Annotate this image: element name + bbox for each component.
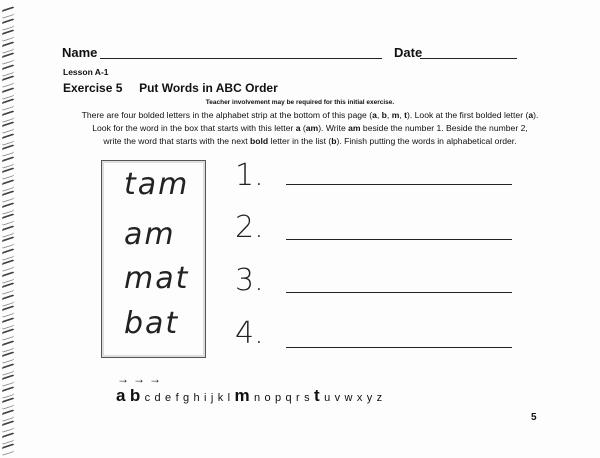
alphabet-letter: k — [217, 392, 224, 404]
alphabet-letter-bold: m — [234, 386, 250, 405]
answer-line-3[interactable] — [286, 292, 512, 293]
spiral-coil — [2, 305, 14, 318]
alphabet-letter: o — [264, 392, 271, 404]
spiral-coil — [2, 6, 14, 19]
spiral-coil — [2, 443, 14, 456]
alphabet-letter: g — [183, 392, 190, 404]
alphabet-letter: w — [344, 392, 353, 404]
exercise-title: Put Words in ABC Order — [139, 81, 278, 95]
answer-line-4[interactable] — [286, 347, 512, 348]
spiral-coil — [2, 52, 14, 65]
spiral-coil — [2, 374, 14, 387]
spiral-coil — [2, 236, 14, 249]
spiral-coil — [2, 259, 14, 272]
alphabet-letter: c — [144, 392, 151, 404]
word-item: bat — [124, 306, 180, 341]
answer-number: 1. — [235, 158, 264, 193]
alphabet-letter-bold: a — [116, 386, 126, 405]
lesson-label: Lesson A-1 — [63, 67, 109, 77]
alphabet-letter: e — [165, 392, 172, 404]
alphabet-letter: f — [175, 392, 179, 404]
arrow-icon: → — [117, 372, 131, 386]
alphabet-letter: i — [204, 392, 207, 404]
word-item: mat — [124, 261, 190, 296]
alphabet-letter: y — [366, 392, 373, 404]
exercise-heading — [63, 81, 278, 95]
answer-line-1[interactable] — [286, 184, 512, 185]
spiral-coil — [2, 328, 14, 341]
alphabet-strip — [116, 386, 386, 406]
page-number: 5 — [531, 412, 537, 423]
alphabet-letter: h — [193, 392, 200, 404]
answer-number: 2. — [235, 210, 264, 245]
answer-number: 3. — [235, 263, 264, 298]
alphabet-letter: v — [334, 392, 341, 404]
teacher-note: Teacher involvement may be required for this initial exercise. — [205, 99, 395, 106]
spiral-coil — [2, 144, 14, 157]
instruction-line-1: There are four bolded letters in the alphabet strip at the bottom of this page (a, b, m, t). Look at the first bolded letter (a). — [81, 110, 539, 120]
spiral-coil — [2, 190, 14, 203]
name-line[interactable] — [100, 58, 382, 59]
alphabet-letter: r — [296, 392, 300, 404]
alphabet-letter: x — [356, 392, 363, 404]
spiral-binding — [0, 0, 18, 458]
spiral-coil — [2, 420, 14, 433]
alphabet-letter: n — [253, 392, 261, 404]
answer-number: 4. — [235, 316, 264, 351]
spiral-coil — [2, 351, 14, 364]
date-label: Date — [394, 45, 423, 60]
alphabet-letter-bold: t — [314, 386, 320, 405]
alphabet-letter: q — [285, 392, 292, 404]
arrow-icon: → — [149, 372, 163, 386]
instruction-line-2: Look for the word in the box that starts with this letter a (am). Write am beside the number 1. Beside the number 2, — [92, 123, 528, 133]
spiral-coil — [2, 75, 14, 88]
spiral-coil — [2, 121, 14, 134]
arrow-row — [117, 372, 165, 386]
alphabet-letter: j — [210, 392, 214, 404]
alphabet-letter: u — [324, 392, 331, 404]
arrow-icon: → — [133, 372, 147, 386]
instruction-line-3: write the word that starts with the next bold letter in the list (b). Finish putting the words in alphabetical order. — [103, 136, 517, 146]
date-line[interactable] — [420, 58, 517, 59]
answer-line-2[interactable] — [286, 239, 512, 240]
spiral-coil — [2, 282, 14, 295]
spiral-coil — [2, 29, 14, 42]
alphabet-letter: s — [304, 392, 310, 404]
exercise-number: Exercise 5 — [63, 81, 123, 95]
alphabet-letter: d — [154, 392, 161, 404]
word-item: am — [124, 217, 176, 252]
name-label: Name — [62, 45, 98, 60]
spiral-coil — [2, 213, 14, 226]
instructions — [55, 109, 565, 148]
alphabet-letter: p — [275, 392, 282, 404]
spiral-coil — [2, 167, 14, 180]
alphabet-letter: l — [227, 392, 231, 404]
alphabet-letter-bold: b — [129, 386, 141, 405]
word-item: tam — [124, 167, 190, 202]
alphabet-letter: z — [376, 392, 383, 404]
spiral-coil — [2, 397, 14, 410]
